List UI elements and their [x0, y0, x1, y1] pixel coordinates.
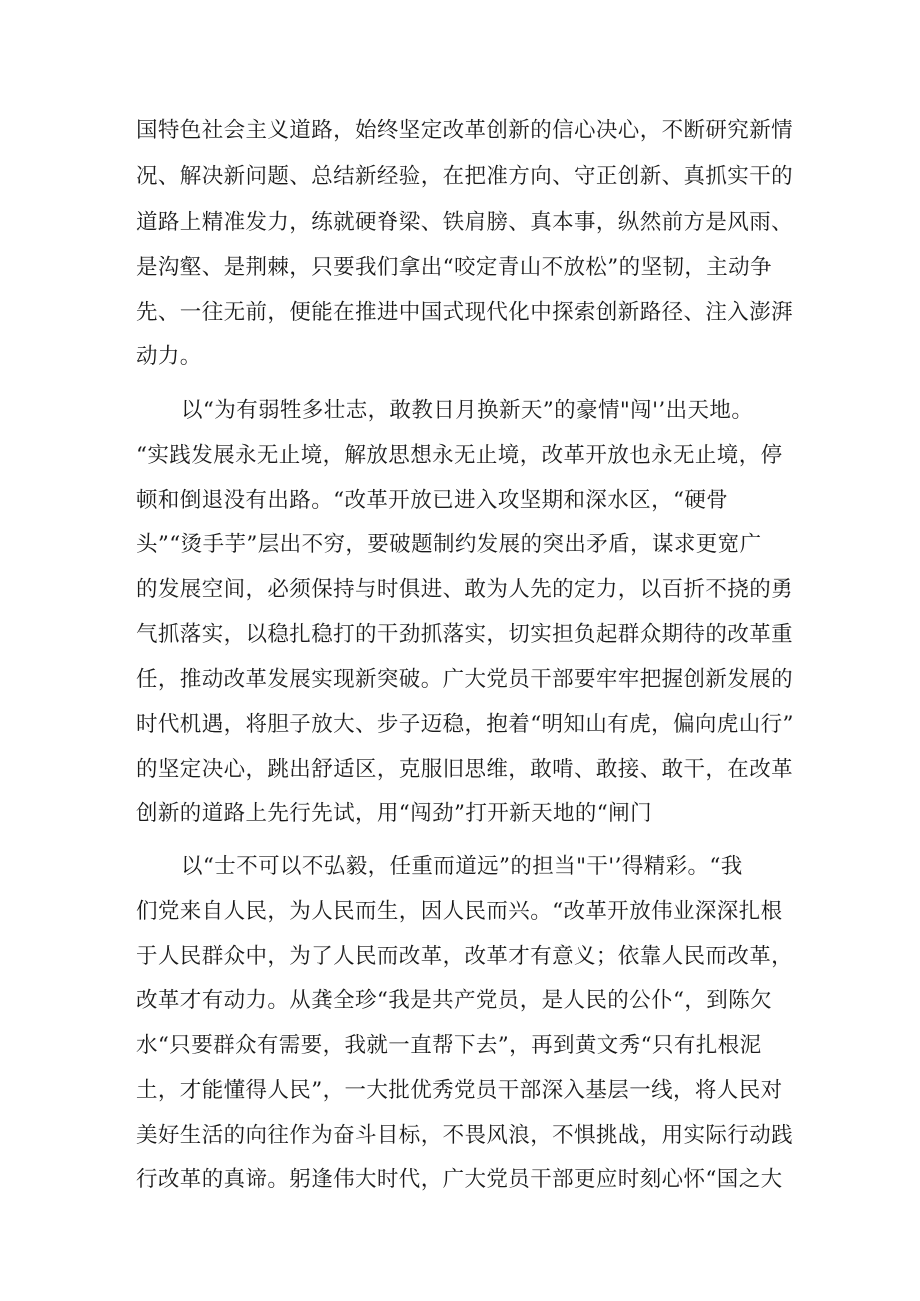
- text-line: 土，才能懂得人民”，一大批优秀党员干部深入基层一线，将人民对: [136, 1078, 783, 1103]
- text-line: 任，推动改革发展实现新突破。广大党员干部要牢牢把握创新发展的: [136, 667, 794, 692]
- text-line: “实践发展永无止境，解放思想永无止境，改革开放也永无止境，停: [136, 443, 783, 468]
- text-line: 的坚定决心，跳出舒适区，克服旧思维，敢啃、敢接、敢干，在改革: [136, 757, 794, 782]
- text-line: 美好生活的向往作为奋斗目标，不畏风浪，不惧挑战，用实际行动践: [136, 1123, 794, 1148]
- text-line: 于人民群众中，为了人民而改革，改革才有意义；依靠人民而改革，: [136, 944, 794, 969]
- text-line: 以“士不可以不弘毅，任重而道远”的担当"干'’得精彩。“我: [181, 854, 743, 879]
- text-line: 的发展空间，必须保持与时俱进、敢为人先的定力，以百折不挠的勇: [136, 577, 794, 602]
- text-line: 改革才有动力。从龚全珍“我是共产党员，是人民的公仆“，到陈欠: [136, 988, 772, 1013]
- text-line: 水“只要群众有需要，我就一直帮下去”，再到黄文秀“只有扎根泥: [136, 1033, 762, 1058]
- text-line: 行改革的真谛。躬逢伟大时代，广大党员干部更应时刻心怀“国之大: [136, 1167, 783, 1192]
- text-line: 是沟壑、是荆棘，只要我们拿出“咬定青山不放松”的坚韧，主动争: [136, 255, 772, 280]
- text-line: 头”“烫手芋”层出不穷，要破题制约发展的突出矛盾，谋求更宽广: [136, 532, 762, 557]
- text-line: 创新的道路上先行先试，用“闯劲”打开新天地的“闸门: [136, 801, 652, 826]
- text-line: 们党来自人民，为人民而生，因人民而兴。“改革开放伟业深深扎根: [136, 899, 783, 924]
- text-line: 况、解决新问题、总结新经验，在把准方向、守正创新、真抓实干的: [136, 164, 794, 189]
- text-line: 道路上精准发力，练就硬脊梁、铁肩膀、真本事，纵然前方是风雨、: [136, 210, 794, 235]
- text-line: 时代机遇，将胆子放大、步子迈稳，抱着“明知山有虎，偏向虎山行”: [136, 712, 794, 737]
- text-line: 国特色社会主义道路，始终坚定改革创新的信心决心，不断研究新情: [136, 118, 794, 143]
- text-line: 气抓落实，以稳扎稳打的干劲抓落实，切实担负起群众期待的改革重: [136, 622, 794, 647]
- text-line: 先、一往无前，便能在推进中国式现代化中探索创新路径、注入澎湃: [136, 300, 794, 325]
- text-line: 以“为有弱牲多壮志，敢教日月换新天”的豪情"闯'’出天地。: [181, 398, 754, 423]
- text-line: 顿和倒退没有出路。“改革开放已进入攻坚期和深水区，“硬骨: [136, 488, 729, 513]
- text-line: 动力。: [136, 344, 202, 369]
